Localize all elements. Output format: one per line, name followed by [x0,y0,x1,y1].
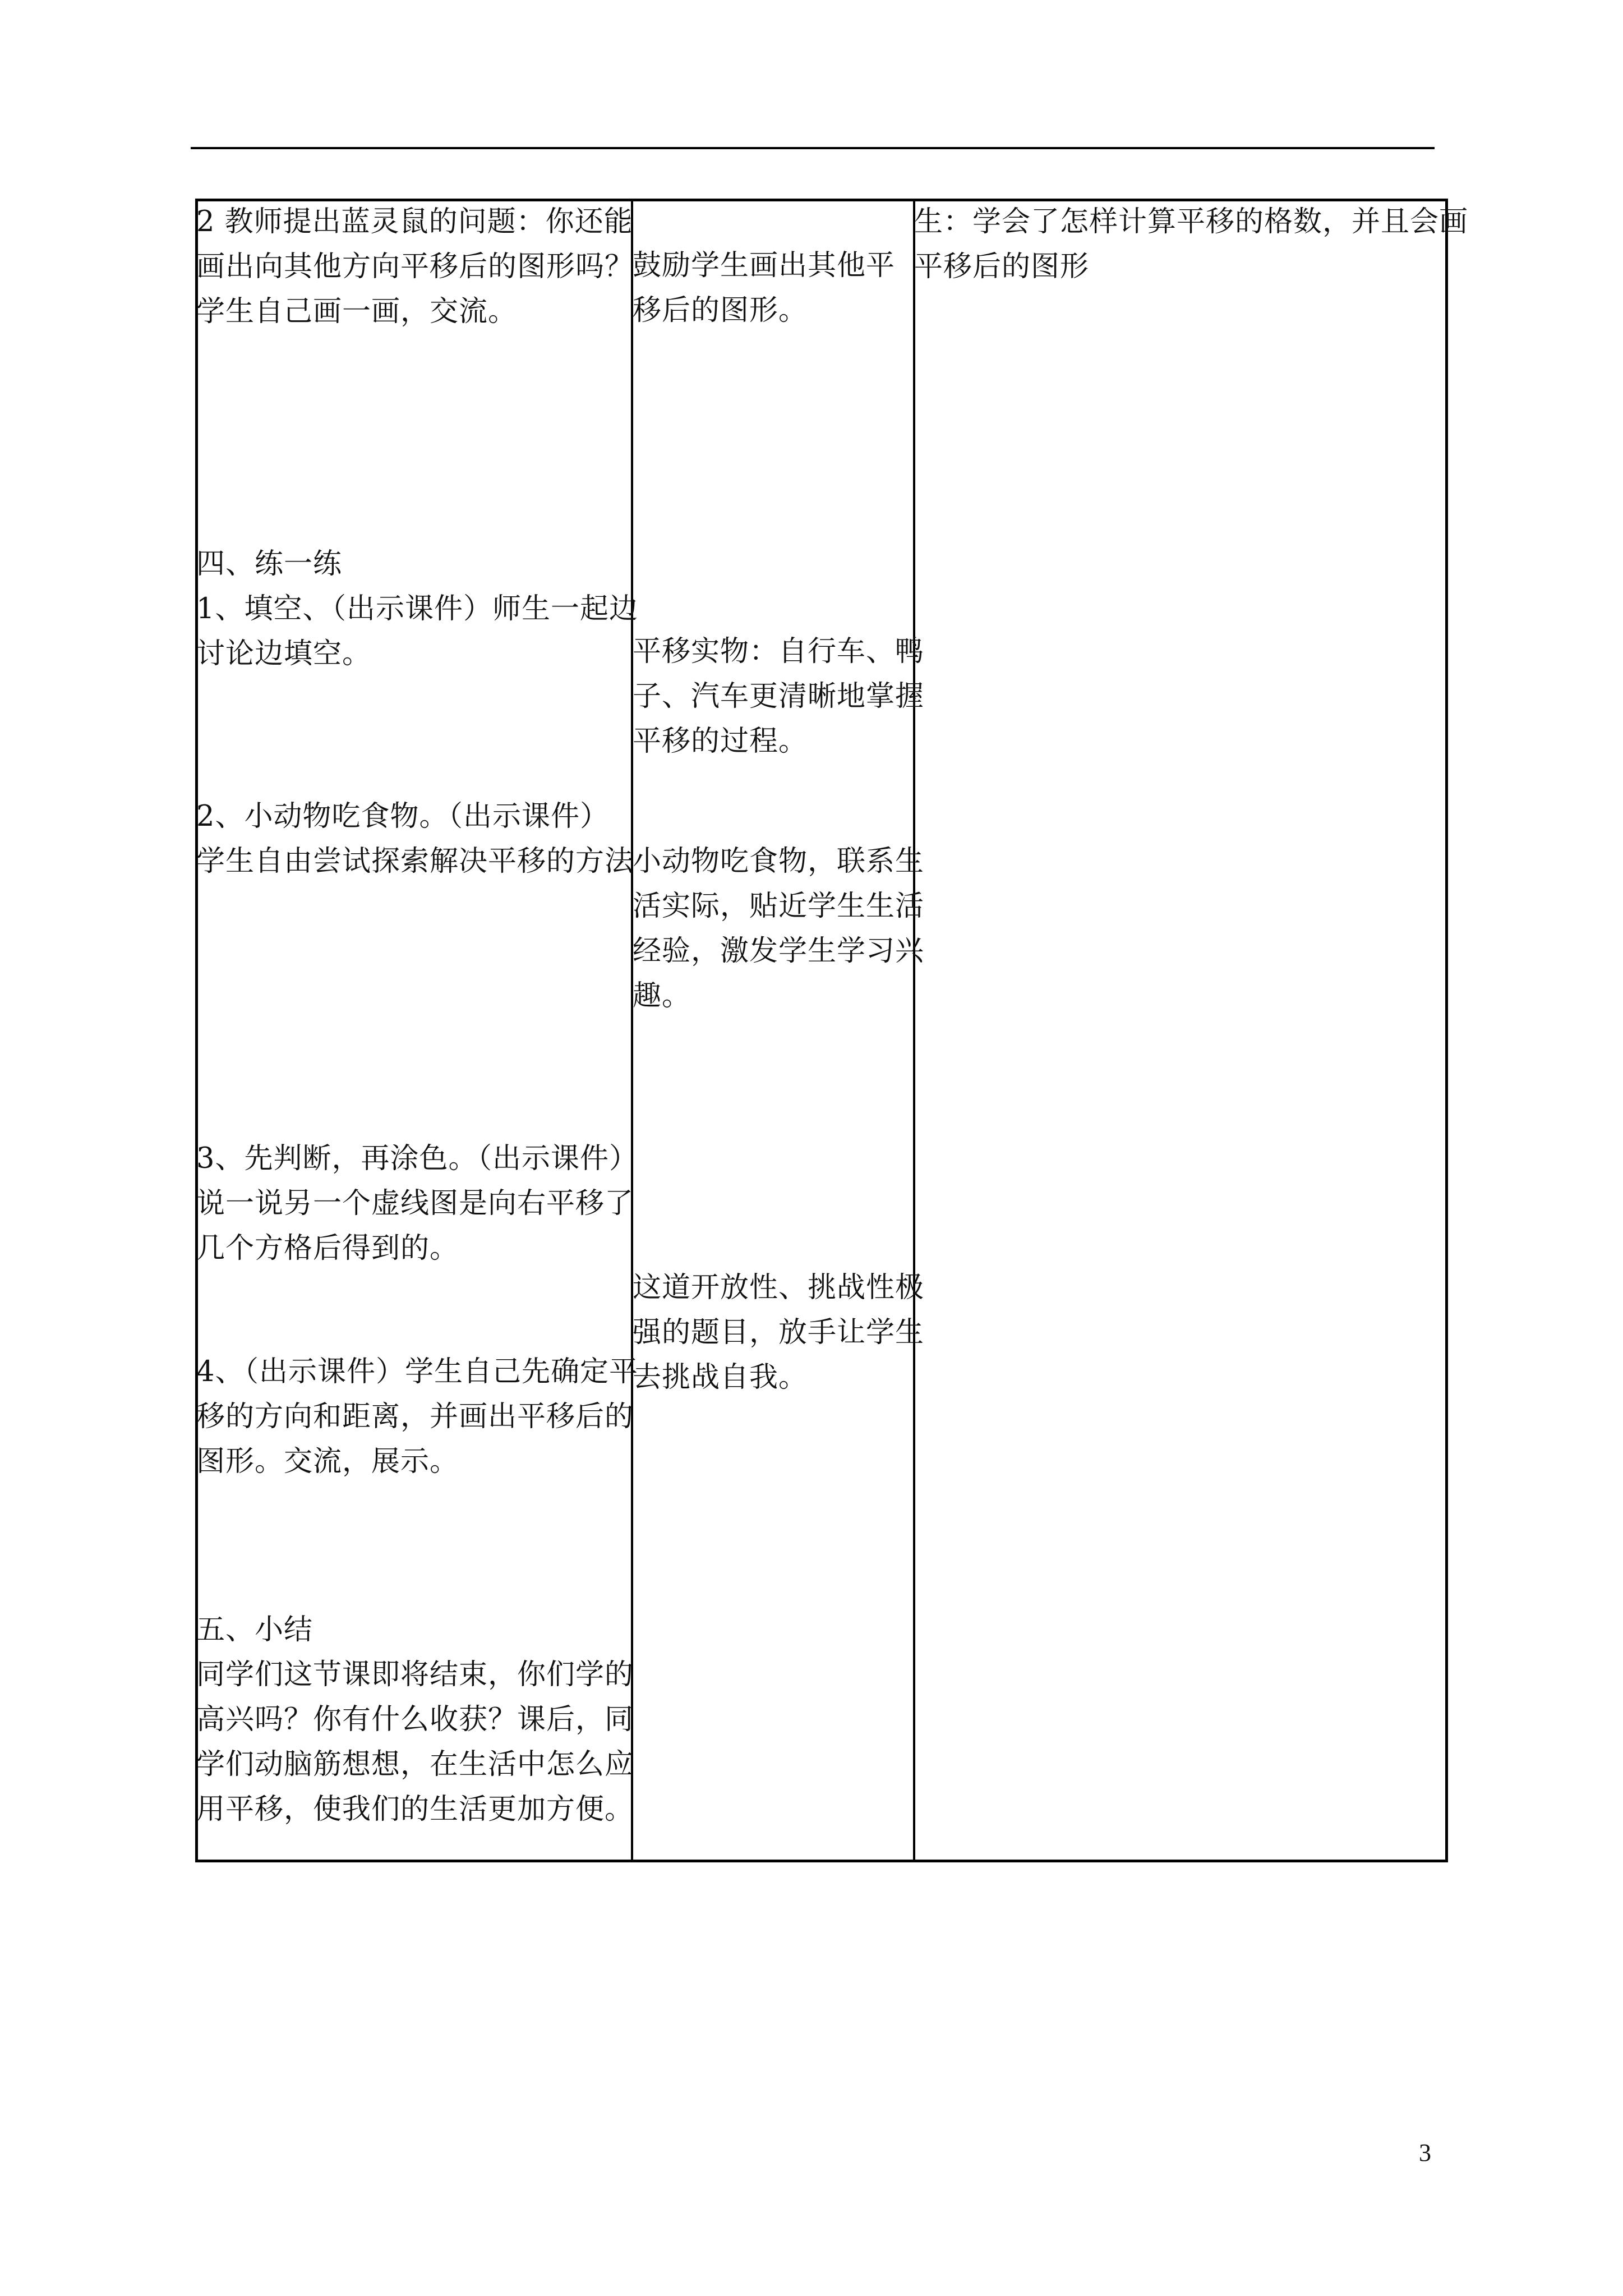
left-cell-animals-eat-food: 2、小动物吃食物。（出示课件） 学生自由尝试探索解决平移的方法 [196,800,634,878]
left-cell-draw-other-directions: 2 教师提出蓝灵鼠的问题：你还能 画出向其他方向平移后的图形吗？ 学生自己画一画，交流。 [196,205,634,328]
left-cell-judge-and-color: 3、先判断，再涂色。（出示课件） 说一说另一个虚线图是向右平移了 几个方格后得到的。 [196,1142,638,1265]
column-divider-2 [913,201,915,1860]
left-cell-choose-direction: 4、（出示课件）学生自己先确定平 移的方向和距离，并画出平移后的 图形。交流，展示。 [196,1355,638,1478]
header-rule [191,147,1435,149]
middle-cell-real-objects: 平移实物：自行车、鸭 子、汽车更清晰地掌握 平移的过程。 [633,635,925,758]
middle-cell-life-connection: 小动物吃食物，联系生 活实际，贴近学生生活 经验，激发学生学习兴 趣。 [633,845,925,1013]
middle-cell-encourage-drawing: 鼓励学生画出其他平 移后的图形。 [633,249,896,327]
left-cell-practice-fill-in: 四、练一练 1、填空、（出示课件）师生一起边 讨论边填空。 [196,547,638,670]
right-cell-student-outcome: 生：学会了怎样计算平移的格数，并且会画 平移后的图形 [914,205,1469,283]
middle-cell-open-challenge: 这道开放性、挑战性极 强的题目，放手让学生 去挑战自我。 [633,1271,925,1394]
left-cell-summary: 五、小结 同学们这节课即将结束，你们学的 高兴吗？你有什么收获？课后，同 学们动脑筋想想，在生活中怎么应 用平移，使我们的生活更加方便。 [196,1613,634,1826]
page-number: 3 [1419,2139,1431,2166]
